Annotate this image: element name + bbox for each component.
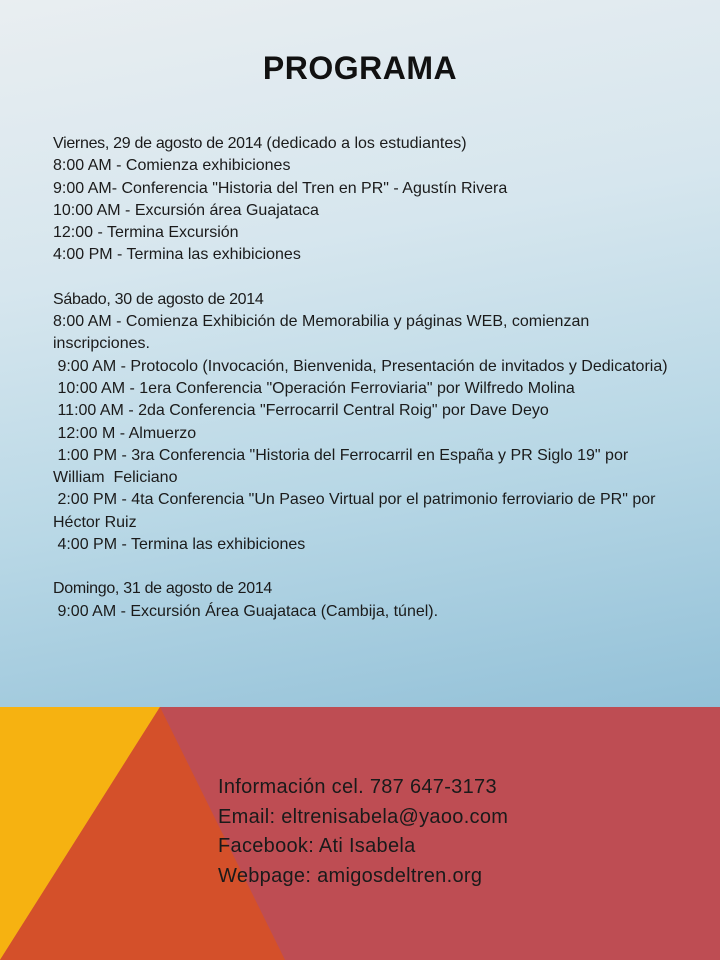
- day-date: Sábado, 30 de agosto de 2014: [53, 290, 264, 308]
- page-title: PROGRAMA: [262, 50, 458, 86]
- day-block: [53, 578, 673, 623]
- day-block: [53, 289, 673, 557]
- contact-info: [218, 773, 688, 891]
- day-date: Viernes, 29 de agosto de 2014: [53, 135, 262, 152]
- contact-email: Email: eltrenisabela@yaoo.com: [218, 805, 509, 828]
- day-heading: [53, 133, 673, 155]
- schedule-item: 12:00 - Termina Excursión: [53, 224, 239, 242]
- day-date: Domingo, 31 de agosto de 2014: [53, 580, 273, 598]
- schedule-item: 11:00 AM - 2da Conferencia "Ferrocarril Central Roig" por Dave Deyo: [53, 402, 549, 420]
- schedule-item: 8:00 AM - Comienza Exhibición de Memorabilia y páginas WEB, comienzan inscripciones.: [53, 313, 594, 353]
- contact-facebook: Facebook: Ati Isabela: [218, 835, 416, 857]
- day-note: (dedicado a los estudiantes): [261, 135, 467, 152]
- day-heading: [53, 289, 673, 311]
- schedule-item: 1:00 PM - 3ra Conferencia "Historia del Ferrocarril en España y PR Siglo 19" por William Feliciano: [53, 446, 633, 487]
- schedule-item: 4:00 PM - Termina las exhibiciones: [53, 246, 301, 264]
- day-block: [53, 133, 673, 267]
- schedule-item: 2:00 PM - 4ta Conferencia "Un Paseo Virtual por el patrimonio ferroviario de PR" por Héctor Ruiz: [53, 491, 660, 531]
- schedule-item: 4:00 PM - Termina las exhibiciones: [53, 536, 306, 554]
- contact-webpage: Webpage: amigosdeltren.org: [218, 864, 483, 887]
- day-heading: [53, 578, 673, 600]
- schedule-item: 9:00 AM - Protocolo (Invocación, Bienvenida, Presentación de invitados y Dedicatoria): [53, 357, 668, 375]
- schedule-item: 9:00 AM - Excursión Área Guajataca (Cambija, túnel).: [53, 602, 439, 620]
- schedule: [53, 133, 673, 645]
- schedule-item: 10:00 AM - Excursión área Guajataca: [53, 201, 319, 219]
- schedule-item: 8:00 AM - Comienza exhibiciones: [53, 157, 291, 175]
- contact-phone: Información cel. 787 647-3173: [218, 776, 497, 798]
- schedule-item: 12:00 M - Almuerzo: [53, 424, 197, 442]
- schedule-item: 9:00 AM- Conferencia "Historia del Tren en PR" - Agustín Rivera: [53, 179, 508, 197]
- schedule-item: 10:00 AM - 1era Conferencia "Operación Ferroviaria" por Wilfredo Molina: [53, 379, 575, 397]
